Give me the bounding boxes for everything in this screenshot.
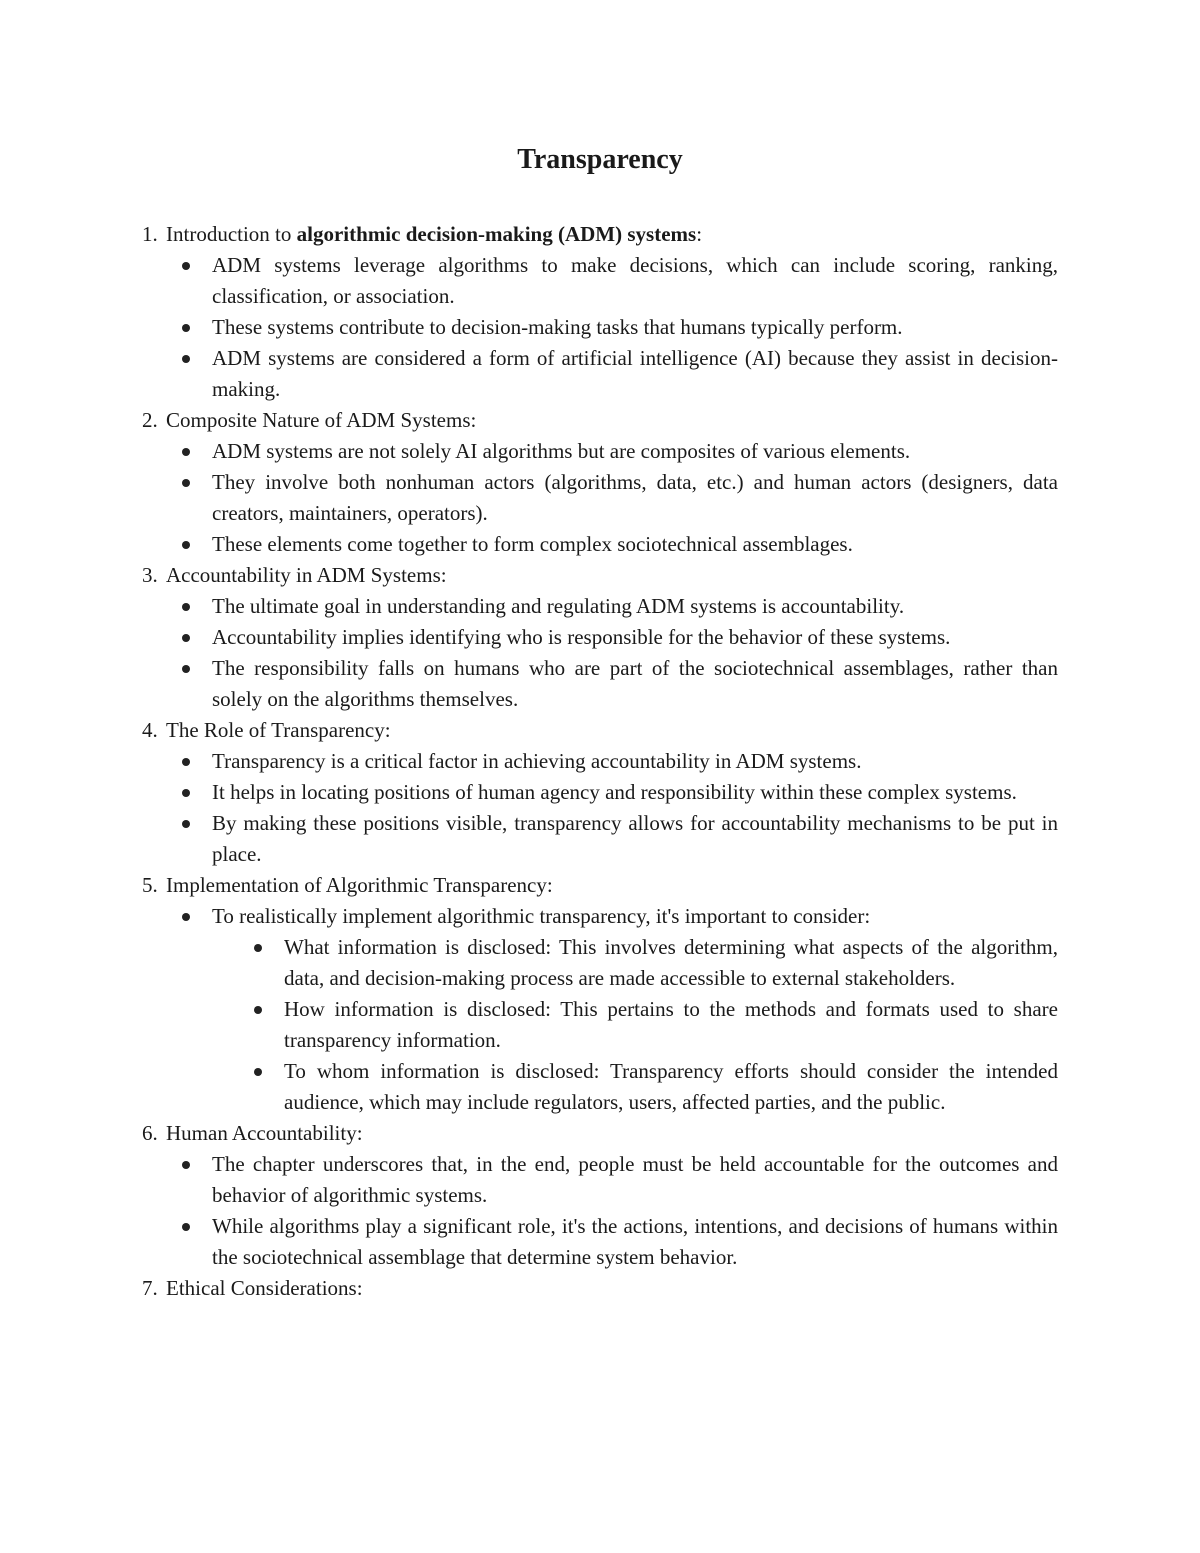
section-heading: [142, 560, 1058, 591]
section-title: Accountability in ADM Systems:: [166, 563, 447, 587]
section-number: 4.: [142, 718, 158, 742]
list-item: The responsibility falls on humans who are part of the sociotechnical assemblages, rather than solely on the algorithms themselves.: [212, 653, 1058, 715]
section-number: 2.: [142, 408, 158, 432]
section-heading: [142, 219, 1058, 250]
sub-list-item: To whom information is disclosed: Transparency efforts should consider the intended audience, which may include regulators, users, affected parties, and the public.: [284, 1056, 1058, 1118]
sub-bullet-list: [142, 932, 1058, 1118]
section-7: [142, 1273, 1058, 1304]
section-6: [142, 1118, 1058, 1273]
list-item: ADM systems are not solely AI algorithms but are composites of various elements.: [212, 436, 1058, 467]
section-heading: [142, 1118, 1058, 1149]
section-list: [142, 219, 1058, 1304]
section-title: Human Accountability:: [166, 1121, 363, 1145]
list-item: To realistically implement algorithmic transparency, it's important to consider:: [212, 901, 1058, 932]
list-item: The ultimate goal in understanding and regulating ADM systems is accountability.: [212, 591, 1058, 622]
bullet-list: [142, 1149, 1058, 1273]
list-item: These elements come together to form complex sociotechnical assemblages.: [212, 529, 1058, 560]
section-number: 6.: [142, 1121, 158, 1145]
list-item: By making these positions visible, transparency allows for accountability mechanisms to be put in place.: [212, 808, 1058, 870]
bullet-list: [142, 436, 1058, 560]
section-title-colon: :: [696, 222, 703, 246]
bullet-list: [142, 901, 1058, 932]
page-title: Transparency: [517, 144, 683, 175]
section-number: 5.: [142, 873, 158, 897]
section-title: [166, 219, 702, 250]
section-title-text: Introduction to: [166, 222, 297, 246]
list-item: The chapter underscores that, in the end, people must be held accountable for the outcomes and behavior of algorithmic systems.: [212, 1149, 1058, 1211]
list-item: ADM systems leverage algorithms to make decisions, which can include scoring, ranking, classification, or association.: [212, 250, 1058, 312]
section-number: 1.: [142, 222, 158, 246]
section-number: 3.: [142, 563, 158, 587]
section-4: [142, 715, 1058, 870]
section-title: Composite Nature of ADM Systems:: [166, 408, 477, 432]
section-heading: [142, 715, 1058, 746]
list-item: Accountability implies identifying who is responsible for the behavior of these systems.: [212, 622, 1058, 653]
sub-list-item: What information is disclosed: This involves determining what aspects of the algorithm, data, and decision-making process are made accessible to external stakeholders.: [284, 932, 1058, 994]
document-body: [142, 219, 1058, 1304]
list-item: They involve both nonhuman actors (algorithms, data, etc.) and human actors (designers, data creators, maintainers, operators).: [212, 467, 1058, 529]
section-title-bold: algorithmic decision-making (ADM) systems: [296, 222, 697, 246]
bullet-list: [142, 250, 1058, 405]
section-3: [142, 560, 1058, 715]
section-5: [142, 870, 1058, 1118]
list-item: It helps in locating positions of human agency and responsibility within these complex systems.: [212, 777, 1058, 808]
section-heading: [142, 1273, 1058, 1304]
section-title: Ethical Considerations:: [166, 1276, 363, 1300]
section-1: [142, 219, 1058, 405]
list-item: ADM systems are considered a form of artificial intelligence (AI) because they assist in decision-making.: [212, 343, 1058, 405]
section-2: [142, 405, 1058, 560]
section-heading: [142, 405, 1058, 436]
bullet-list: [142, 591, 1058, 715]
section-number: 7.: [142, 1276, 158, 1300]
section-title: Implementation of Algorithmic Transparency:: [166, 873, 553, 897]
list-item: While algorithms play a significant role, it's the actions, intentions, and decisions of humans within the sociotechnical assemblage that determine system behavior.: [212, 1211, 1058, 1273]
list-item: These systems contribute to decision-making tasks that humans typically perform.: [212, 312, 1058, 343]
section-title: The Role of Transparency:: [166, 718, 391, 742]
bullet-list: [142, 746, 1058, 870]
section-heading: [142, 870, 1058, 901]
list-item: Transparency is a critical factor in achieving accountability in ADM systems.: [212, 746, 1058, 777]
sub-list-item: How information is disclosed: This pertains to the methods and formats used to share transparency information.: [284, 994, 1058, 1056]
